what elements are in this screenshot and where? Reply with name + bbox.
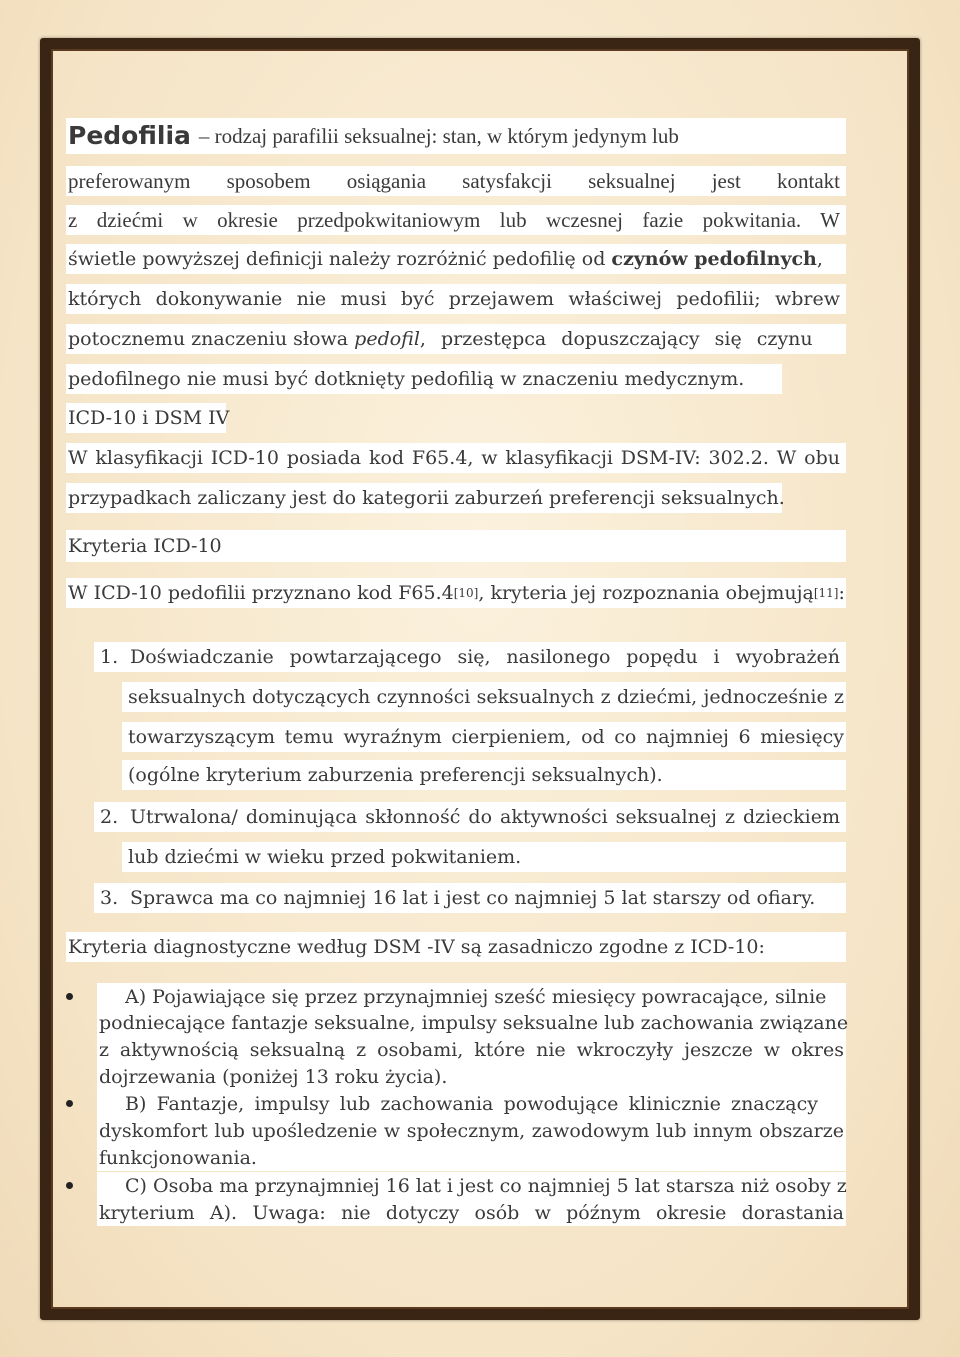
section-heading-icd-criteria [66,530,846,562]
dsm-criterion-text: B) Fantazje, impulsy lub zachowania powodujące klinicznie znaczący [125,1092,818,1115]
criterion-text: towarzyszącym temu wyraźnym cierpieniem, od co najmniej 6 miesięcy [128,726,844,748]
bullet-icon [66,993,73,1000]
icd-criterion-line [122,842,846,872]
classification-line [66,483,785,513]
dsm-criterion-text: dyskomfort lub upośledzenie w społecznym, zawodowym lub innym obszarze [99,1119,844,1142]
criterion-text: (ogólne kryterium zaburzenia preferencji seksualnych). [128,764,663,786]
intro-text: z dziećmi w okresie przedpokwitaniowym lub wczesnej fazie pokwitania. W [68,208,840,232]
italic-term: pedofil [354,328,420,350]
classification-text: W klasyfikacji ICD-10 posiada kod F65.4, w klasyfikacji DSM-IV: 302.2. W obu [68,447,840,469]
dsm-criterion-line [97,1199,846,1226]
intro-line [66,364,782,394]
dsm-criterion-line [97,1036,846,1063]
icd-criterion-line [94,802,846,832]
criterion-number: 2. [100,806,119,828]
icd-criterion-line [94,642,846,672]
intro-line [66,205,846,235]
intro-line [66,166,846,196]
intro-text: preferowanym sposobem osiągania satysfakcji seksualnej jest kontakt [68,169,840,193]
icd-intro-text: W ICD-10 pedofilii przyznano kod F65.4 [68,582,454,604]
bullet-icon [66,1182,73,1189]
dsm-criterion-text: A) Pojawiające się przez przynajmniej sześć miesięcy powracające, silnie [125,985,827,1008]
dsm-criterion-line [97,1063,846,1090]
criterion-number: 3. [100,887,119,909]
criterion-text: lub dziećmi w wieku przed pokwitaniem. [128,846,522,868]
intro-line [66,284,846,314]
intro-text: potocznemu znaczeniu słowa [68,328,355,350]
intro-line [66,244,846,274]
intro-text: świetle powyższej definicji należy rozróżnić pedofilię od [68,248,612,270]
criterion-text: Doświadczanie powtarzającego się, nasilonego popędu i wyobrażeń [130,646,840,668]
intro-text: , [816,248,823,270]
dsm-criterion-text: z aktywnością seksualną z osobami, które nie wkroczyły jeszcze w okres [99,1038,844,1061]
dsm-heading-line [66,932,846,962]
definition-text: – rodzaj parafilii seksualnej: stan, w którym jedynym lub [198,124,679,148]
dsm-criterion-text: funkcjonowania. [99,1146,257,1169]
dsm-criterion-line [97,983,846,1010]
icd-criterion-line [122,760,846,790]
dsm-criterion-text: podniecające fantazje seksualne, impulsy seksualne lub zachowania związane [99,1011,849,1034]
section-heading: Kryteria ICD-10 [68,535,222,557]
icd-criterion-line [94,883,846,913]
intro-text: których dokonywanie nie musi być przejawem właściwej pedofilii; wbrew [68,288,840,310]
criterion-text: Sprawca ma co najmniej 16 lat i jest co najmniej 5 lat starszy od ofiary. [130,887,816,909]
title-line [66,118,846,154]
intro-text: , przestępca dopuszczający się czynu [419,328,813,350]
bold-term: czynów pedofilnych [611,248,817,270]
page-title: Pedofilia [68,121,191,150]
intro-line [66,324,846,354]
dsm-criterion-line [97,1117,846,1144]
reference-11: [11] [813,586,839,600]
dsm-criterion-text: C) Osoba ma przynajmniej 16 lat i jest co najmniej 5 lat starsza niż osoby z [125,1174,847,1197]
dsm-criterion-line [97,1144,846,1171]
criterion-text: Utrwalona/ dominująca skłonność do aktywności seksualnej z dzieckiem [130,806,840,828]
icd-intro-text: : [838,582,845,604]
icd-criterion-line [122,682,846,712]
dsm-criterion-line [97,1172,846,1199]
classification-line [66,443,846,473]
bullet-icon [66,1100,73,1107]
icd-intro-line [66,578,846,608]
criterion-text: seksualnych dotyczących czynności seksualnych z dziećmi, jednocześnie z [128,686,844,708]
dsm-criterion-text: dojrzewania (poniżej 13 roku życia). [99,1065,448,1088]
section-heading: ICD-10 i DSM IV [68,407,230,429]
icd-criterion-line [122,722,846,752]
dsm-criterion-text: kryterium A). Uwaga: nie dotyczy osób w późnym okresie dorastania [99,1201,844,1224]
dsm-criterion-line [97,1090,846,1117]
icd-intro-text: , kryteria jej rozpoznania obejmują [478,582,814,604]
classification-text: przypadkach zaliczany jest do kategorii zaburzeń preferencji seksualnych. [68,487,785,509]
intro-text: pedofilnego nie musi być dotknięty pedofilią w znaczeniu medycznym. [68,368,745,390]
dsm-heading: Kryteria diagnostyczne według DSM -IV są zasadniczo zgodne z ICD-10: [68,936,765,958]
criterion-number: 1. [100,646,119,668]
reference-10: [10] [453,586,479,600]
section-heading-icd-dsm [66,403,230,433]
dsm-criterion-line [97,1009,849,1036]
